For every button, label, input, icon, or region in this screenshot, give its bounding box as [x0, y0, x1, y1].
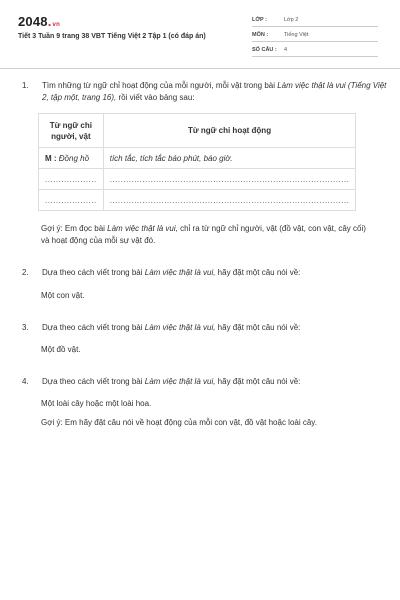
- table-header-cell: Từ ngữ chỉ người, vật: [39, 114, 104, 148]
- page-header: [0, 0, 400, 62]
- table-header-cell: Từ ngữ chỉ hoạt động: [103, 114, 356, 148]
- activity-table: [38, 113, 356, 211]
- table-row: [39, 190, 356, 211]
- question-2-text: Dựa theo cách viết trong bài Làm việc thật là vui, hãy đặt một câu nói về:: [42, 268, 301, 277]
- question-3-answer: Một đồ vật.: [41, 345, 81, 354]
- table-cell: ...................: [39, 169, 104, 190]
- table-cell: ...................: [39, 190, 104, 211]
- question-4-hint: Gợi ý: Em hãy đặt câu nói về hoạt động của mỗi con vật, đồ vật hoặc loài cây.: [41, 418, 317, 427]
- question-1-text: Tìm những từ ngữ chỉ hoạt động của mỗi người, mỗi vật trong bài Làm việc thật là vui (Tiếng Việt 2, tập một, trang 16), rồi viết vào bảng sau:: [42, 81, 387, 102]
- meta-row-class: LỚP : Lớp 2: [252, 15, 378, 27]
- table-cell: tích tắc, tích tắc báo phút, báo giờ.: [103, 148, 356, 169]
- table-cell: M : Đồng hồ: [39, 148, 104, 169]
- table-row: [39, 169, 356, 190]
- meta-row-subject: MÔN : Tiếng Việt: [252, 30, 378, 42]
- table-row: [39, 148, 356, 169]
- document-title: Tiết 3 Tuần 9 trang 38 VBT Tiếng Việt 2 Tập 1 (có đáp án): [18, 33, 206, 40]
- site-logo[interactable]: 2048.vn: [18, 14, 60, 29]
- question-1-hint: Gợi ý: Em đọc bài Làm việc thật là vui, chỉ ra từ ngữ chỉ người, vật (đồ vật, con vật, cây cối) và hoạt động của mỗi sự vật đó.: [41, 224, 366, 245]
- question-4-answer: Một loài cây hoặc một loài hoa.: [41, 399, 152, 408]
- header-divider: [0, 68, 400, 69]
- table-cell: ........................................................................................: [103, 169, 356, 190]
- table-cell: ........................................................................................: [103, 190, 356, 211]
- table-header-row: [39, 114, 356, 148]
- question-2-answer: Một con vật.: [41, 291, 85, 300]
- question-4-text: Dựa theo cách viết trong bài Làm việc thật là vui, hãy đặt một câu nói về:: [42, 377, 301, 386]
- question-3-text: Dựa theo cách viết trong bài Làm việc thật là vui, hãy đặt một câu nói về:: [42, 323, 301, 332]
- meta-row-question-count: SỐ CÂU : 4: [252, 45, 378, 57]
